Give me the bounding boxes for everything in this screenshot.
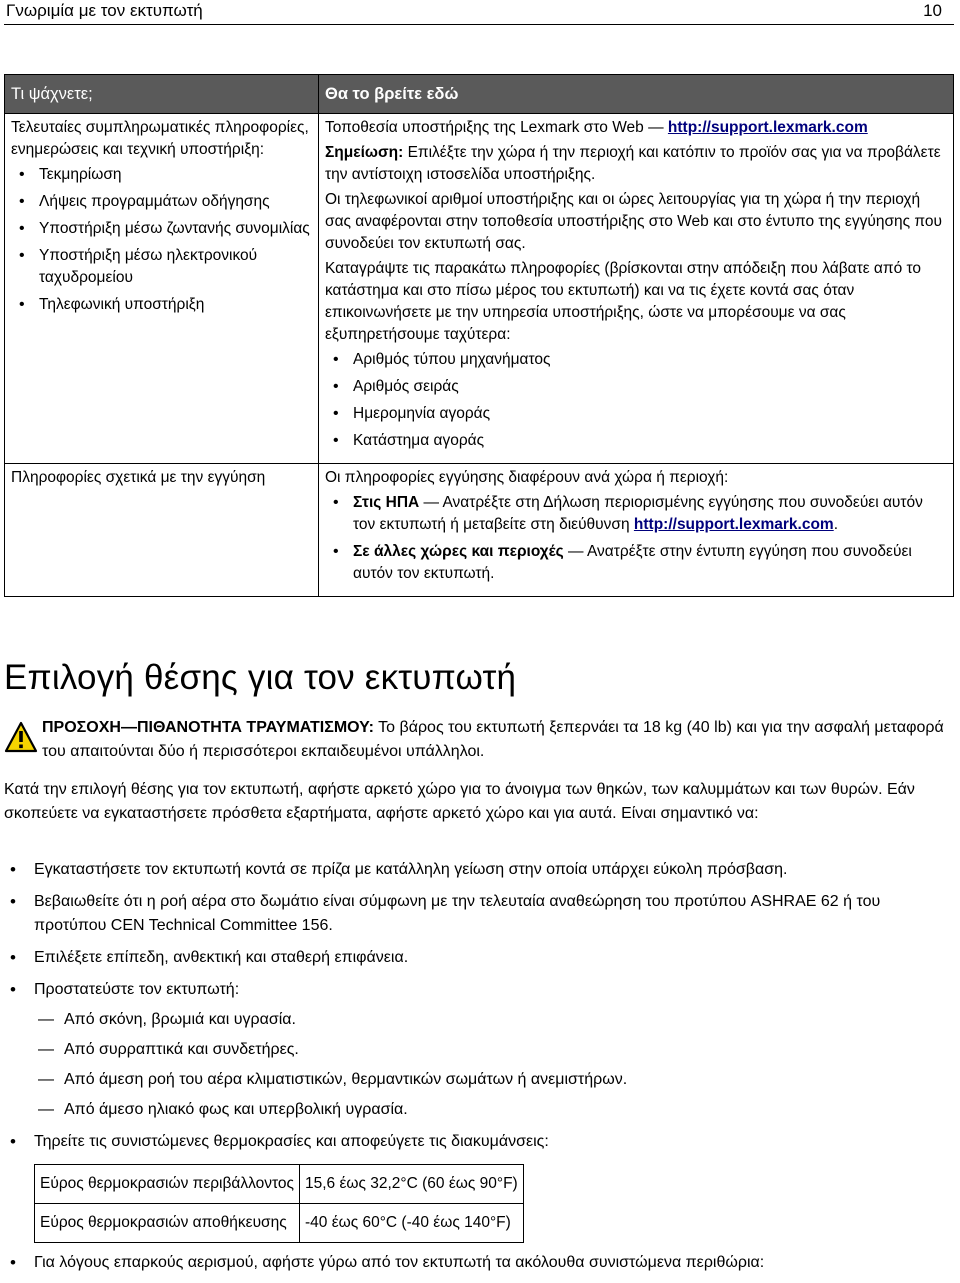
list-item: • Βεβαιωθείτε ότι η ροή αέρα στο δωμάτιο είναι σύμφωνη με την τελευταία αναθεώρηση του προτύπου ASHRAE 62 ή του προτύπου CEN Technical Committee 156. xyxy=(4,890,954,938)
note-text: Επιλέξτε την χώρα ή την περιοχή και κατόπιν το προϊόν σας για να προβάλετε την αντίστοιχη ιστοσελίδα υποστήριξης. xyxy=(325,144,941,183)
list-item: • Τεκμηρίωση xyxy=(11,164,312,186)
record-list xyxy=(325,349,947,452)
page-number: 10 xyxy=(923,1,942,20)
list-item: • Υποστήριξη μέσω ζωντανής συνομιλίας xyxy=(11,218,312,240)
warranty-topic: Πληροφορίες σχετικά με την εγγύηση xyxy=(5,464,319,597)
usa-end: . xyxy=(833,516,839,533)
protect-intro: Προστατεύστε τον εκτυπωτή: xyxy=(34,981,240,998)
support-site-text: Τοποθεσία υποστήριξης της Lexmark στο Web — xyxy=(325,119,664,136)
page-header xyxy=(0,0,960,24)
list-item-other xyxy=(325,541,947,585)
other-label: Σε άλλες χώρες και περιοχές xyxy=(353,543,564,560)
caution-notice xyxy=(4,716,954,764)
column-header-find-here: Θα το βρείτε εδώ xyxy=(319,75,954,114)
header-rule xyxy=(4,24,954,25)
list-item: • Υποστήριξη μέσω ηλεκτρονικού ταχυδρομείου xyxy=(11,245,312,289)
running-header-title: Γνωριμία με τον εκτυπωτή xyxy=(6,1,203,20)
warranty-intro: Οι πληροφορίες εγγύησης διαφέρουν ανά χώρα ή περιοχή: xyxy=(325,469,729,486)
list-item: • Αριθμός σειράς xyxy=(325,376,947,398)
table-header-row xyxy=(5,75,954,114)
list-item-protect xyxy=(4,978,954,1122)
list-item-usa xyxy=(325,492,947,536)
table-row-support xyxy=(5,114,954,464)
usa-label: Στις ΗΠΑ xyxy=(353,494,420,511)
usa-text: — Ανατρέξτε στη Δήλωση περιορισμένης εγγύησης που συνοδεύει αυτόν τον εκτυπωτή ή μεταβείτε στη διεύθυνση xyxy=(353,494,923,533)
support-note xyxy=(325,142,947,186)
column-header-looking-for: Τι ψάχνετε; xyxy=(5,75,319,114)
temp-label: Εύρος θερμοκρασιών περιβάλλοντος xyxy=(35,1165,300,1204)
temp-label: Εύρος θερμοκρασιών αποθήκευσης xyxy=(35,1204,300,1243)
support-lookup-table xyxy=(4,74,954,597)
table-row xyxy=(35,1165,524,1204)
support-topic: Τελευταίες συμπληρωματικές πληροφορίες, ενημερώσεις και τεχνική υποστήριξη: xyxy=(11,119,309,158)
support-site-link[interactable]: http://support.lexmark.com xyxy=(667,119,868,136)
list-item: • Για λόγους επαρκούς αερισμού, αφήστε γύρω από τον εκτυπωτή τα ακόλουθα συνιστώμενα περιθώρια: xyxy=(4,1251,954,1275)
list-item: • Τηλεφωνική υποστήριξη xyxy=(11,294,312,316)
list-item: • Ημερομηνία αγοράς xyxy=(325,403,947,425)
temperature-table xyxy=(34,1164,524,1243)
note-label: Σημείωση: xyxy=(325,144,404,161)
support-info-cell xyxy=(319,114,954,464)
warranty-list xyxy=(325,492,947,585)
list-item: • Αριθμός τύπου μηχανήματος xyxy=(325,349,947,371)
list-item-temperature xyxy=(4,1130,954,1243)
list-item: • Λήψεις προγραμμάτων οδήγησης xyxy=(11,191,312,213)
support-topic-list xyxy=(11,164,312,316)
caution-text-block xyxy=(42,716,954,764)
record-info: Καταγράψτε τις παρακάτω πληροφορίες (βρίσκονται στην απόδειξη που λάβατε από το κατάστημα και στο πίσω μέρος του εκτυπωτή) και να τις έχετε κοντά σας όταν επικοινωνήσετε με την υπηρεσία υποστήριξης, ώστε να μπορέσουμε να σας εξυπηρετήσουμε ταχύτερα: xyxy=(325,260,922,343)
other-text: — Ανατρέξτε στην έντυπη εγγύηση που συνοδεύει αυτόν τον εκτυπωτή. xyxy=(353,543,912,582)
table-row-warranty xyxy=(5,464,954,597)
list-item: • Εγκαταστήσετε τον εκτυπωτή κοντά σε πρίζα με κατάλληλη γείωση στην οποία υπάρχει εύκολη πρόσβαση. xyxy=(4,858,954,882)
sublist-item: — Από συρραπτικά και συνδετήρες. xyxy=(34,1038,954,1062)
protect-sublist xyxy=(34,1008,954,1122)
sublist-item: — Από σκόνη, βρωμιά και υγρασία. xyxy=(34,1008,954,1032)
temp-value: -40 έως 60°C (-40 έως 140°F) xyxy=(300,1204,524,1243)
warranty-support-link[interactable]: http://support.lexmark.com xyxy=(633,516,834,533)
list-item: • Κατάστημα αγοράς xyxy=(325,430,947,452)
table-row xyxy=(35,1204,524,1243)
support-topic-cell xyxy=(5,114,319,464)
sublist-item: — Από άμεσο ηλιακό φως και υπερβολική υγρασία. xyxy=(34,1098,954,1122)
placement-requirements-list xyxy=(4,858,954,1283)
sublist-item: — Από άμεση ροή του αέρα κλιματιστικών, θερμαντικών σωμάτων ή ανεμιστήρων. xyxy=(34,1068,954,1092)
list-item: • Επιλέξετε επίπεδη, ανθεκτική και σταθερή επιφάνεια. xyxy=(4,946,954,970)
support-site-line xyxy=(325,117,947,139)
warning-icon xyxy=(4,721,38,753)
warranty-info-cell xyxy=(319,464,954,597)
section-title: Επιλογή θέσης για τον εκτυπωτή xyxy=(4,658,517,697)
temp-value: 15,6 έως 32,2°C (60 έως 90°F) xyxy=(300,1165,524,1204)
caution-label: ΠΡΟΣΟΧΗ—ΠΙΘΑΝΟΤΗΤΑ ΤΡΑΥΜΑΤΙΣΜΟΥ: xyxy=(42,719,374,736)
phone-info: Οι τηλεφωνικοί αριθμοί υποστήριξης και οι ώρες λειτουργίας για τη χώρα ή την περιοχή σας αναφέρονται στην τοποθεσία υποστήριξης στο Web και στο έντυπο της εγγύησης που συνοδεύει τον εκτυπωτή σας. xyxy=(325,191,942,252)
temperature-intro: Τηρείτε τις συνιστώμενες θερμοκρασίες και αποφεύγετε τις διακυμάνσεις: xyxy=(34,1133,549,1150)
placement-intro: Κατά την επιλογή θέσης για τον εκτυπωτή, αφήστε αρκετό χώρο για το άνοιγμα των θηκών, των καλυμμάτων και των θυρών. Εάν σκοπεύετε να εγκαταστήσετε πρόσθετα εξαρτήματα, αφήστε αρκετό χώρο και για αυτά. Είναι σημαντικό να: xyxy=(4,781,915,822)
caution-text: Το βάρος του εκτυπωτή ξεπερνάει τα 18 kg (40 lb) και για την ασφαλή μεταφορά του απαιτούνται δύο ή περισσότεροι εκπαιδευμένοι υπάλληλοι. xyxy=(42,719,944,760)
